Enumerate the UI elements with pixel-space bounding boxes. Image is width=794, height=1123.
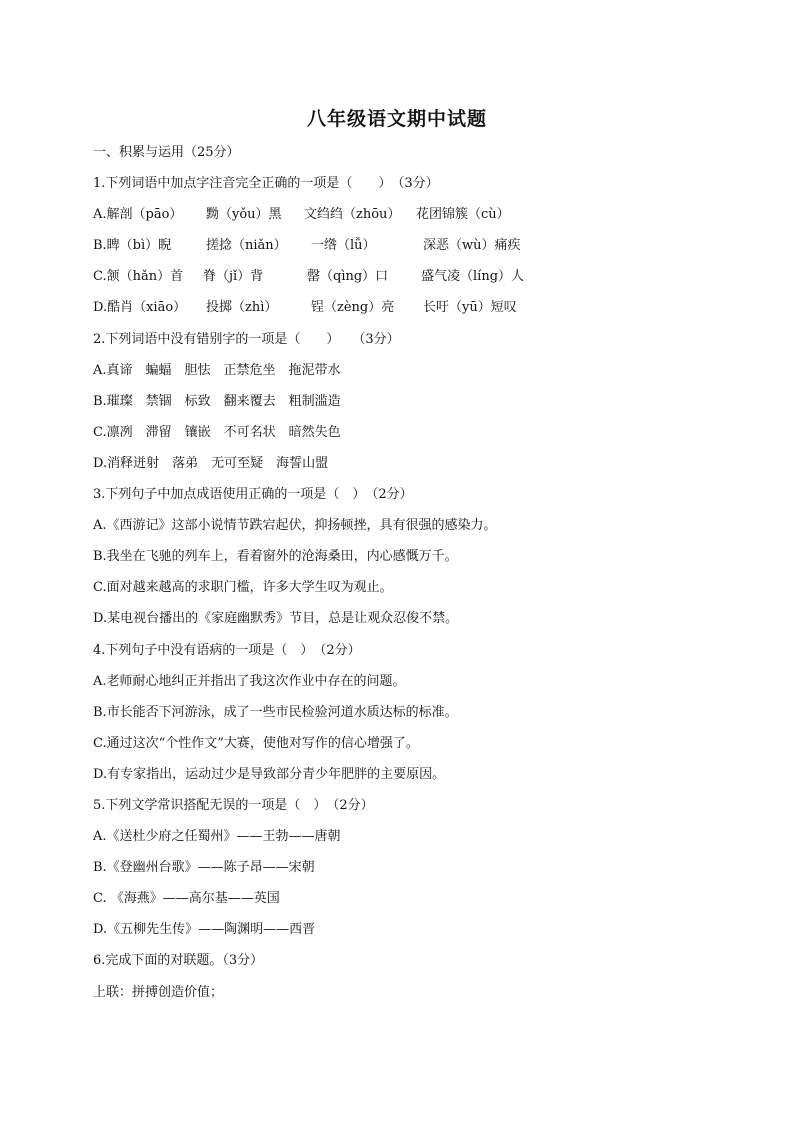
question-1-option-c (93, 267, 733, 298)
question-4-option-b: B.市长能否下河游泳，成了一些市民检验河道水质达标的标准。 (93, 704, 458, 720)
question-3-stem: 3.下列句子中加点成语使用正确的一项是（ ） （2分） (93, 487, 413, 503)
option-term: A.解剖（pāo） (93, 207, 183, 223)
question-list (93, 143, 733, 1014)
question-6-upper-couplet: 上联：拼搏创造价值； (93, 984, 224, 1000)
option-term: 盛气凌（líng）人 (421, 269, 525, 285)
option-term: 深恶（wù）痛疾 (423, 238, 521, 254)
question-1-option-d (93, 298, 733, 329)
section-heading: 一、积累与运用（25分） (93, 145, 240, 160)
option-term: 花团锦簇（cù） (416, 207, 510, 223)
option-term: 一绺（lǚ） (311, 238, 376, 254)
question-2-option-c: C.凛冽 滞留 镶嵌 不可名状 暗然失色 (93, 424, 341, 440)
question-2-option-d: D.消释迸射 落弟 无可至疑 海誓山盟 (93, 455, 329, 471)
question-4-option-d: D.有专家指出，运动过少是导致部分青少年肥胖的主要原因。 (93, 766, 446, 782)
question-3-option-b: B.我坐在飞驰的列车上，看着窗外的沧海桑田，内心感慨万千。 (93, 549, 458, 565)
option-term: D.酷肖（xiāo） (93, 300, 187, 316)
question-2-option-b: B.璀璨 禁锢 标致 翻来覆去 粗制滥造 (93, 393, 341, 409)
question-2-stem: 2.下列词语中没有错别字的一项是（ ） （3分） (93, 331, 400, 347)
question-2-option-a: A.真谛 蝙蝠 胆怯 正禁危坐 拖泥带水 (93, 362, 341, 378)
question-3-option-a: A.《西游记》这部小说情节跌宕起伏，抑扬顿挫，具有很强的感染力。 (93, 518, 497, 534)
option-term: B.睥（bì）睨 (93, 238, 172, 254)
question-4-stem: 4.下列句子中没有语病的一项是（ ） （2分） (93, 642, 361, 658)
question-5-option-b: B.《登幽州台歌》——陈子昂——宋朝 (93, 860, 315, 876)
option-term: C.颔（hǎn）首 (93, 269, 184, 285)
question-5-option-d: D.《五柳先生传》——陶渊明——西晋 (93, 922, 316, 938)
option-term: 长吁（yū）短叹 (423, 300, 517, 316)
question-5-stem: 5.下列文学常识搭配无误的一项是（ ） （2分） (93, 797, 374, 813)
page-title: 八年级语文期中试题 (306, 108, 487, 130)
question-4-option-a: A.老师耐心地纠正并指出了我这次作业中存在的问题。 (93, 673, 406, 689)
question-1-option-b (93, 236, 733, 267)
question-6-stem: 6.完成下面的对联题。（3分） (93, 953, 264, 969)
question-1-stem: 1.下列词语中加点字注音完全正确的一项是（ ） （3分） (93, 176, 439, 192)
question-5-option-a: A.《送杜少府之任蜀州》——王勃——唐朝 (93, 829, 341, 845)
question-3-option-c: C.面对越来越高的求职门槛，许多大学生叹为观止。 (93, 580, 393, 596)
question-4-option-c: C.通过这次“个性作文”大赛，使他对写作的信心增强了。 (93, 735, 419, 751)
option-term: 脊（jǐ）背 (203, 269, 264, 285)
option-term: 投掷（zhì） (206, 300, 278, 316)
option-term: 黝（yǒu）黑 (206, 207, 282, 223)
option-term: 罄（qìng）口 (307, 269, 389, 285)
question-5-option-c: C. 《海燕》——高尔基——英国 (93, 891, 280, 907)
question-1-option-a (93, 205, 733, 236)
option-term: 文绉绉（zhōu） (304, 207, 401, 223)
question-3-option-d: D.某电视台播出的《家庭幽默秀》节目，总是让观众忍俊不禁。 (93, 611, 459, 627)
option-term: 搓捻（niǎn） (206, 238, 287, 254)
option-term: 锃（zèng）亮 (311, 300, 395, 316)
